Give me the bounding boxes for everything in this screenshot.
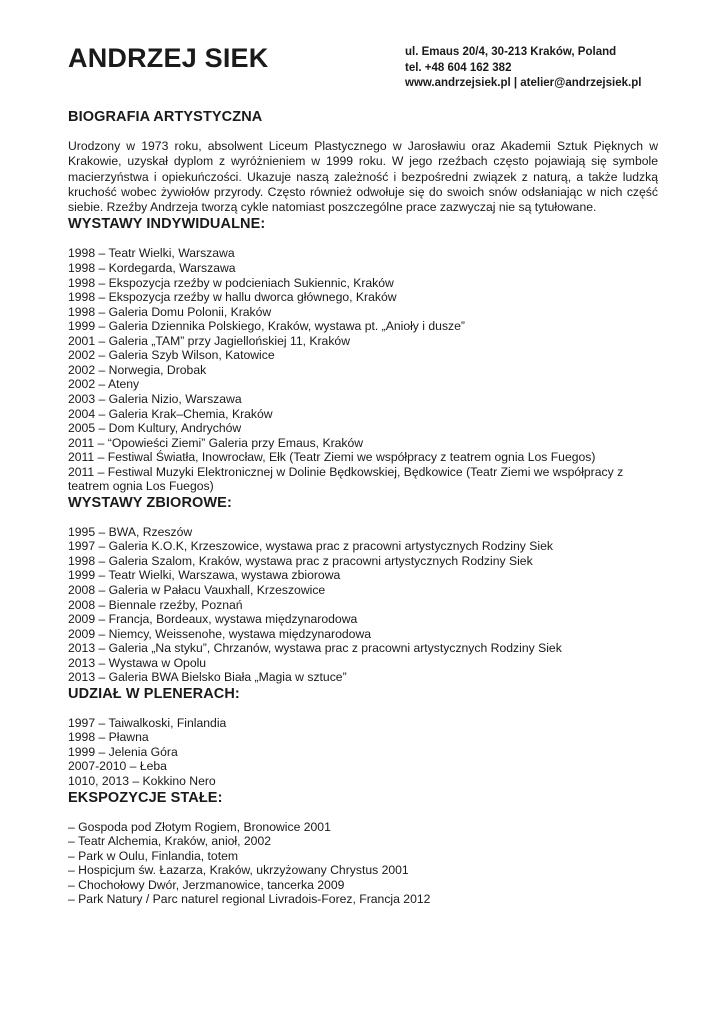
cv-content — [68, 108, 658, 907]
list-item: 2009 – Francja, Bordeaux, wystawa międzynarodowa — [68, 612, 358, 627]
biography-heading: BIOGRAFIA ARTYSTYCZNA — [68, 109, 263, 125]
list-item: 2003 – Galeria Nizio, Warszawa — [68, 391, 242, 406]
permanent-exhibitions-list — [68, 820, 658, 907]
list-item: 1998 – Ekspozycja rzeźby w podcieniach Sukiennic, Kraków — [68, 275, 394, 290]
list-item: 2002 – Ateny — [68, 377, 140, 392]
list-item: 1998 – Pławna — [68, 730, 149, 745]
plein-airs-heading: UDZIAŁ W PLENERACH: — [68, 685, 240, 702]
list-item: 1998 – Galeria Szalom, Kraków, wystawa prac z pracowni artystycznych Rodziny Siek — [68, 553, 533, 568]
list-item: 1998 – Galeria Domu Polonii, Kraków — [68, 304, 272, 319]
address: ul. Emaus 20/4, 30-213 Kraków, Poland — [405, 46, 617, 58]
website-email: www.andrzejsiek.pl | atelier@andrzejsiek.pl — [405, 77, 642, 89]
list-item: – Gospoda pod Złotym Rogiem, Bronowice 2001 — [68, 819, 331, 834]
list-item: 2011 – Festiwal Muzyki Elektronicznej w Dolinie Będkowskiej, Będkowice (Teatr Ziemi we współpracy z teatrem ognia Los Fuegos) — [68, 464, 624, 494]
list-item: – Hospicjum św. Łazarza, Kraków, ukrzyżowany Chrystus 2001 — [68, 863, 409, 878]
permanent-exhibitions-heading: EKSPOZYCJE STAŁE: — [68, 789, 223, 806]
artist-name: ANDRZEJ SIEK — [68, 43, 269, 73]
list-item: 2005 – Dom Kultury, Andrychów — [68, 421, 242, 436]
list-item: 1997 – Galeria K.O.K, Krzeszowice, wystawa prac z pracowni artystycznych Rodziny Siek — [68, 539, 553, 554]
list-item: – Teatr Alchemia, Kraków, anioł, 2002 — [68, 834, 272, 849]
list-item: 1998 – Kordegarda, Warszawa — [68, 261, 236, 276]
list-item: 2011 – Festiwal Światła, Inowrocław, Ełk (Teatr Ziemi we współpracy z teatrem ognia Los Fuegos) — [68, 450, 596, 465]
list-item: 2002 – Norwegia, Drobak — [68, 362, 207, 377]
plein-airs-list — [68, 716, 658, 789]
list-item: 2011 – “Opowieści Ziemi” Galeria przy Emaus, Kraków — [68, 435, 364, 450]
list-item: 2009 – Niemcy, Weissenohe, wystawa międzynarodowa — [68, 626, 372, 641]
solo-exhibitions-heading: WYSTAWY INDYWIDUALNE: — [68, 216, 266, 233]
list-item: 1998 – Teatr Wielki, Warszawa — [68, 246, 235, 261]
list-item: 1997 – Taiwalkoski, Finlandia — [68, 715, 227, 730]
list-item: 2007-2010 – Łeba — [68, 759, 167, 774]
list-item: 1010, 2013 – Kokkino Nero — [68, 773, 216, 788]
list-item: 2001 – Galeria „TAM” przy Jagiellońskiej 11, Kraków — [68, 333, 351, 348]
list-item: 1999 – Galeria Dziennika Polskiego, Kraków, wystawa pt. „Anioły i dusze” — [68, 319, 465, 334]
biography-text: Urodzony w 1973 roku, absolwent Liceum Plastycznego w Jarosławiu oraz Akademii Sztuk Pięknych w Krakowie, uzyskał dyplom z wyróżnieniem w 1999 roku. W jego rzeźbach często pojawiają się symbole macierzyństwa i opiekuńczości. Ukazuje naszą zależność i bezpośredni związek z naturą, a także ludzką kruchość wobec żywiołów przyrody. Często również odwołuje się do swoich snów odsłaniając w nich część siebie. Rzeźby Andrzeja tworzą cykle natomiast poszczególne prace zazwyczaj nie są tytułowane. — [68, 139, 658, 215]
phone: tel. +48 604 162 382 — [405, 61, 512, 74]
solo-exhibitions-list — [68, 246, 658, 493]
list-item: 1995 – BWA, Rzeszów — [68, 524, 193, 539]
list-item: 2008 – Biennale rzeźby, Poznań — [68, 597, 243, 612]
list-item: 2013 – Wystawa w Opolu — [68, 655, 207, 670]
list-item: 2008 – Galeria w Pałacu Vauxhall, Krzeszowice — [68, 582, 326, 597]
list-item: 2004 – Galeria Krak–Chemia, Kraków — [68, 406, 273, 421]
list-item: – Park Natury / Parc naturel regional Livradois-Forez, Francja 2012 — [68, 892, 431, 907]
list-item: – Park w Oulu, Finlandia, totem — [68, 848, 239, 863]
contact-block — [405, 45, 641, 92]
group-exhibitions-heading: WYSTAWY ZBIOROWE: — [68, 494, 232, 511]
list-item: 1999 – Jelenia Góra — [68, 744, 178, 759]
list-item: 2013 – Galeria „Na styku”, Chrzanów, wystawa prac z pracowni artystycznych Rodziny Siek — [68, 641, 562, 656]
list-item: 2002 – Galeria Szyb Wilson, Katowice — [68, 348, 275, 363]
list-item: 1998 – Ekspozycja rzeźby w hallu dworca głównego, Kraków — [68, 290, 397, 305]
list-item: 2013 – Galeria BWA Bielsko Biała „Magia w sztuce” — [68, 670, 347, 685]
list-item: – Chochołowy Dwór, Jerzmanowice, tancerka 2009 — [68, 877, 345, 892]
list-item: 1999 – Teatr Wielki, Warszawa, wystawa zbiorowa — [68, 568, 341, 583]
group-exhibitions-list — [68, 525, 658, 685]
